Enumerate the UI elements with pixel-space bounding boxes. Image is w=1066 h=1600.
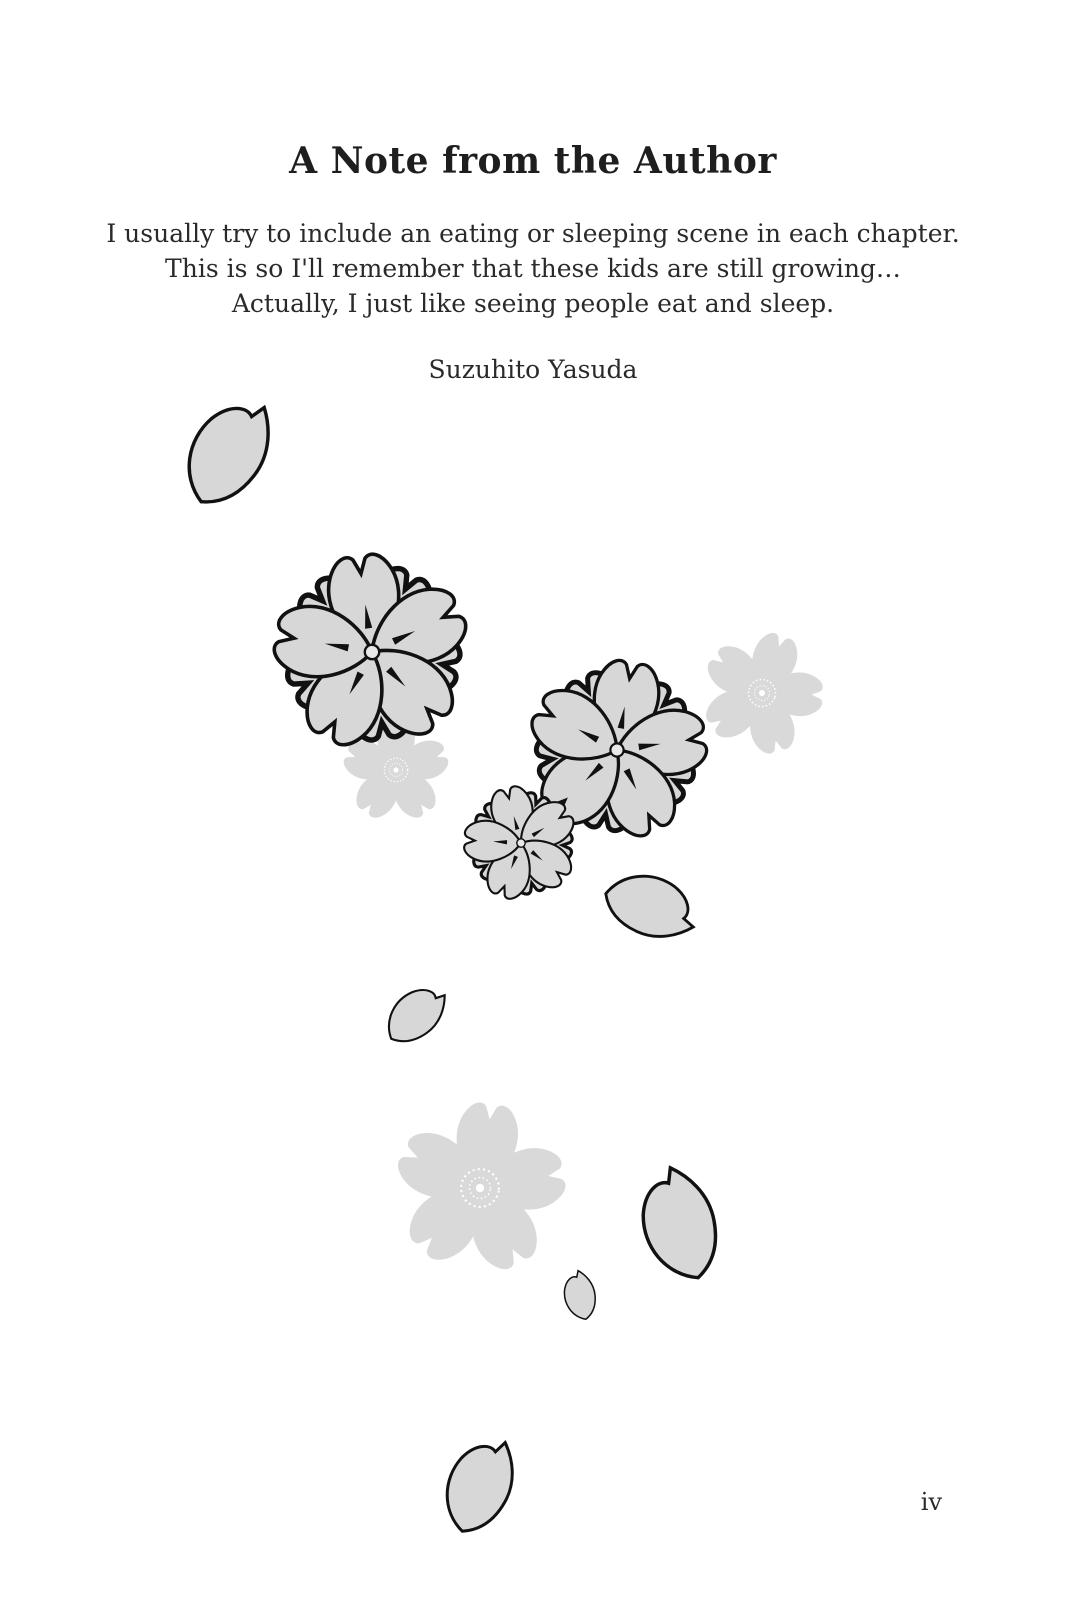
petal-icon bbox=[627, 1160, 731, 1290]
cherry-blossom-icon bbox=[257, 542, 488, 764]
faded-blossom-icon bbox=[379, 1092, 581, 1287]
petal-icon bbox=[376, 976, 455, 1055]
petal-icon bbox=[171, 386, 285, 518]
petal-icon bbox=[598, 866, 703, 946]
page-title: A Note from the Author bbox=[289, 140, 777, 182]
author-signature: Suzuhito Yasuda bbox=[428, 355, 638, 384]
page-number: iv bbox=[920, 1488, 942, 1516]
body-line: This is so I'll remember that these kids are still growing… bbox=[165, 254, 901, 283]
body-line: Actually, I just like seeing people eat and sleep. bbox=[231, 289, 835, 318]
petal-icon bbox=[434, 1429, 524, 1542]
petal-icon bbox=[559, 1268, 601, 1323]
body-line: I usually try to include an eating or sleeping scene in each chapter. bbox=[106, 219, 960, 248]
